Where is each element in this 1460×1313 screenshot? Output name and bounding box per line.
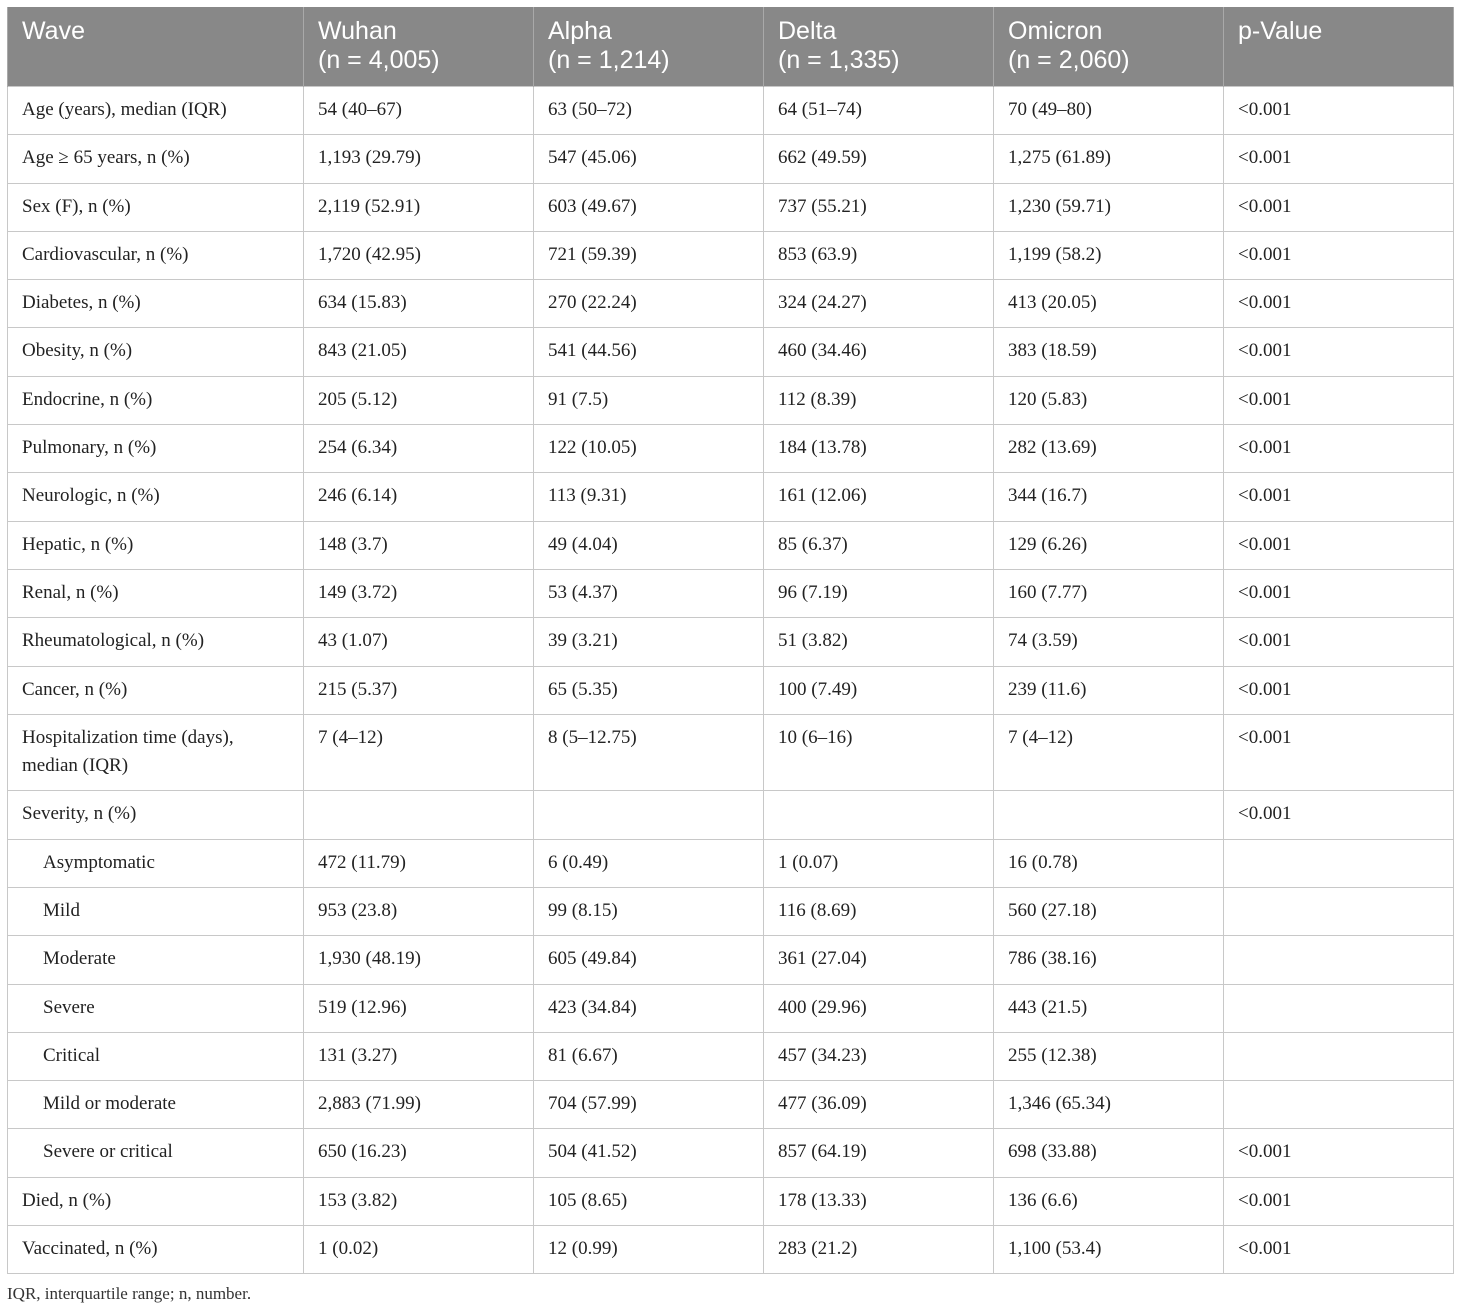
table-row <box>8 1226 1454 1274</box>
cell-omicron: 1,230 (59.71) <box>994 183 1224 231</box>
cell-omicron: 1,275 (61.89) <box>994 135 1224 183</box>
cell-p-value: <0.001 <box>1224 135 1454 183</box>
cell-delta: 51 (3.82) <box>764 618 994 666</box>
row-label: Cancer, n (%) <box>8 666 304 714</box>
table-row <box>8 791 1454 839</box>
cell-wuhan: 1,930 (48.19) <box>304 936 534 984</box>
cell-delta: 283 (21.2) <box>764 1226 994 1274</box>
cell-p-value: <0.001 <box>1224 714 1454 791</box>
cell-wuhan: 519 (12.96) <box>304 984 534 1032</box>
cell-alpha: 99 (8.15) <box>534 887 764 935</box>
cell-wuhan: 215 (5.37) <box>304 666 534 714</box>
cell-wuhan: 7 (4–12) <box>304 714 534 791</box>
cell-p-value <box>1224 1081 1454 1129</box>
cell-wuhan: 43 (1.07) <box>304 618 534 666</box>
cell-wuhan: 205 (5.12) <box>304 376 534 424</box>
cell-p-value <box>1224 839 1454 887</box>
row-label: Hospitalization time (days), median (IQR) <box>8 714 304 791</box>
cell-wuhan: 1 (0.02) <box>304 1226 534 1274</box>
column-header-delta <box>764 7 994 87</box>
row-label: Critical <box>8 1032 304 1080</box>
cell-p-value: <0.001 <box>1224 666 1454 714</box>
cell-omicron: 239 (11.6) <box>994 666 1224 714</box>
cell-omicron: 413 (20.05) <box>994 280 1224 328</box>
column-header-count: (n = 1,214) <box>548 46 670 74</box>
cell-omicron: 443 (21.5) <box>994 984 1224 1032</box>
cell-p-value: <0.001 <box>1224 618 1454 666</box>
column-header-p-value <box>1224 7 1454 87</box>
cell-p-value: <0.001 <box>1224 1226 1454 1274</box>
table-row <box>8 618 1454 666</box>
cell-delta: 457 (34.23) <box>764 1032 994 1080</box>
cell-p-value: <0.001 <box>1224 473 1454 521</box>
cell-delta: 853 (63.9) <box>764 231 994 279</box>
cell-p-value <box>1224 1032 1454 1080</box>
cell-p-value: <0.001 <box>1224 521 1454 569</box>
cell-omicron: 120 (5.83) <box>994 376 1224 424</box>
cell-p-value: <0.001 <box>1224 1177 1454 1225</box>
cell-alpha: 504 (41.52) <box>534 1129 764 1177</box>
row-label: Cardiovascular, n (%) <box>8 231 304 279</box>
cell-omicron: 344 (16.7) <box>994 473 1224 521</box>
column-header-label: Alpha <box>548 17 612 45</box>
cell-delta <box>764 791 994 839</box>
cell-alpha: 541 (44.56) <box>534 328 764 376</box>
cell-delta: 184 (13.78) <box>764 425 994 473</box>
cell-wuhan: 2,119 (52.91) <box>304 183 534 231</box>
column-header-label: Wave <box>22 17 85 45</box>
cell-delta: 361 (27.04) <box>764 936 994 984</box>
cell-alpha: 547 (45.06) <box>534 135 764 183</box>
column-header-count: (n = 1,335) <box>778 46 900 74</box>
column-header-label: Omicron <box>1008 17 1103 45</box>
table-row <box>8 1081 1454 1129</box>
cell-alpha: 49 (4.04) <box>534 521 764 569</box>
cell-wuhan: 1,193 (29.79) <box>304 135 534 183</box>
row-label: Neurologic, n (%) <box>8 473 304 521</box>
cell-omicron: 70 (49–80) <box>994 87 1224 135</box>
cell-delta: 85 (6.37) <box>764 521 994 569</box>
table-row <box>8 328 1454 376</box>
table-row <box>8 183 1454 231</box>
column-header-count: (n = 4,005) <box>318 46 440 74</box>
cell-delta: 477 (36.09) <box>764 1081 994 1129</box>
cell-delta: 10 (6–16) <box>764 714 994 791</box>
column-header-label: p-Value <box>1238 17 1323 45</box>
cell-alpha: 39 (3.21) <box>534 618 764 666</box>
row-label: Severity, n (%) <box>8 791 304 839</box>
row-label: Sex (F), n (%) <box>8 183 304 231</box>
table-row <box>8 473 1454 521</box>
cell-alpha: 81 (6.67) <box>534 1032 764 1080</box>
cell-alpha: 105 (8.65) <box>534 1177 764 1225</box>
table-row <box>8 87 1454 135</box>
cell-omicron: 136 (6.6) <box>994 1177 1224 1225</box>
cell-wuhan: 472 (11.79) <box>304 839 534 887</box>
cell-delta: 161 (12.06) <box>764 473 994 521</box>
row-label: Severe or critical <box>8 1129 304 1177</box>
row-label: Pulmonary, n (%) <box>8 425 304 473</box>
cell-p-value: <0.001 <box>1224 376 1454 424</box>
cell-alpha: 65 (5.35) <box>534 666 764 714</box>
cell-p-value: <0.001 <box>1224 183 1454 231</box>
table-container <box>7 7 1453 1274</box>
cell-wuhan: 246 (6.14) <box>304 473 534 521</box>
cell-alpha: 63 (50–72) <box>534 87 764 135</box>
cell-omicron: 16 (0.78) <box>994 839 1224 887</box>
row-label: Age (years), median (IQR) <box>8 87 304 135</box>
cell-p-value: <0.001 <box>1224 231 1454 279</box>
cell-omicron: 1,346 (65.34) <box>994 1081 1224 1129</box>
cell-p-value <box>1224 887 1454 935</box>
table-row <box>8 425 1454 473</box>
cell-alpha: 603 (49.67) <box>534 183 764 231</box>
cell-omicron: 255 (12.38) <box>994 1032 1224 1080</box>
cell-wuhan: 153 (3.82) <box>304 1177 534 1225</box>
cell-alpha <box>534 791 764 839</box>
row-label: Vaccinated, n (%) <box>8 1226 304 1274</box>
table-row <box>8 666 1454 714</box>
row-label: Died, n (%) <box>8 1177 304 1225</box>
cell-delta: 662 (49.59) <box>764 135 994 183</box>
cell-p-value: <0.001 <box>1224 425 1454 473</box>
row-label: Rheumatological, n (%) <box>8 618 304 666</box>
cell-p-value: <0.001 <box>1224 87 1454 135</box>
row-label: Endocrine, n (%) <box>8 376 304 424</box>
cell-p-value: <0.001 <box>1224 328 1454 376</box>
cell-delta: 324 (24.27) <box>764 280 994 328</box>
cell-wuhan <box>304 791 534 839</box>
cell-alpha: 423 (34.84) <box>534 984 764 1032</box>
cell-wuhan: 54 (40–67) <box>304 87 534 135</box>
cell-delta: 100 (7.49) <box>764 666 994 714</box>
cell-omicron: 129 (6.26) <box>994 521 1224 569</box>
cell-wuhan: 953 (23.8) <box>304 887 534 935</box>
cell-wuhan: 634 (15.83) <box>304 280 534 328</box>
cell-delta: 460 (34.46) <box>764 328 994 376</box>
cell-p-value: <0.001 <box>1224 791 1454 839</box>
column-header-wuhan <box>304 7 534 87</box>
cell-alpha: 12 (0.99) <box>534 1226 764 1274</box>
cell-alpha: 270 (22.24) <box>534 280 764 328</box>
cell-delta: 857 (64.19) <box>764 1129 994 1177</box>
cell-delta: 400 (29.96) <box>764 984 994 1032</box>
row-label: Asymptomatic <box>8 839 304 887</box>
cell-omicron: 7 (4–12) <box>994 714 1224 791</box>
row-label: Hepatic, n (%) <box>8 521 304 569</box>
cell-alpha: 721 (59.39) <box>534 231 764 279</box>
table-row <box>8 714 1454 791</box>
table-row <box>8 521 1454 569</box>
cell-wuhan: 148 (3.7) <box>304 521 534 569</box>
table-row <box>8 887 1454 935</box>
cell-wuhan: 149 (3.72) <box>304 569 534 617</box>
table-row <box>8 1032 1454 1080</box>
header-row <box>8 7 1454 87</box>
table-row <box>8 231 1454 279</box>
row-label: Mild <box>8 887 304 935</box>
table-row <box>8 280 1454 328</box>
cell-alpha: 8 (5–12.75) <box>534 714 764 791</box>
cell-p-value <box>1224 984 1454 1032</box>
column-header-omicron <box>994 7 1224 87</box>
cell-p-value: <0.001 <box>1224 1129 1454 1177</box>
table-row <box>8 135 1454 183</box>
cell-wuhan: 2,883 (71.99) <box>304 1081 534 1129</box>
cell-delta: 116 (8.69) <box>764 887 994 935</box>
cell-delta: 1 (0.07) <box>764 839 994 887</box>
table-row <box>8 569 1454 617</box>
cell-omicron: 786 (38.16) <box>994 936 1224 984</box>
column-header-alpha <box>534 7 764 87</box>
row-label: Age ≥ 65 years, n (%) <box>8 135 304 183</box>
cell-delta: 64 (51–74) <box>764 87 994 135</box>
cell-wuhan: 650 (16.23) <box>304 1129 534 1177</box>
cell-alpha: 53 (4.37) <box>534 569 764 617</box>
row-label: Severe <box>8 984 304 1032</box>
cell-omicron: 560 (27.18) <box>994 887 1224 935</box>
table-row <box>8 984 1454 1032</box>
cell-delta: 112 (8.39) <box>764 376 994 424</box>
cell-delta: 178 (13.33) <box>764 1177 994 1225</box>
column-header-label: Delta <box>778 17 837 45</box>
row-label: Moderate <box>8 936 304 984</box>
cell-alpha: 113 (9.31) <box>534 473 764 521</box>
cell-p-value: <0.001 <box>1224 280 1454 328</box>
data-table <box>7 7 1454 1274</box>
column-header-wave <box>8 7 304 87</box>
table-row <box>8 839 1454 887</box>
cell-p-value: <0.001 <box>1224 569 1454 617</box>
cell-alpha: 91 (7.5) <box>534 376 764 424</box>
cell-delta: 96 (7.19) <box>764 569 994 617</box>
cell-omicron: 1,100 (53.4) <box>994 1226 1224 1274</box>
table-row <box>8 1129 1454 1177</box>
cell-wuhan: 131 (3.27) <box>304 1032 534 1080</box>
table-row <box>8 376 1454 424</box>
cell-delta: 737 (55.21) <box>764 183 994 231</box>
row-label: Obesity, n (%) <box>8 328 304 376</box>
cell-omicron: 160 (7.77) <box>994 569 1224 617</box>
table-row <box>8 936 1454 984</box>
cell-wuhan: 254 (6.34) <box>304 425 534 473</box>
cell-alpha: 122 (10.05) <box>534 425 764 473</box>
row-label: Renal, n (%) <box>8 569 304 617</box>
table-header <box>8 7 1454 87</box>
cell-p-value <box>1224 936 1454 984</box>
column-header-label: Wuhan <box>318 17 397 45</box>
cell-omicron: 383 (18.59) <box>994 328 1224 376</box>
cell-omicron: 1,199 (58.2) <box>994 231 1224 279</box>
row-label: Mild or moderate <box>8 1081 304 1129</box>
cell-wuhan: 1,720 (42.95) <box>304 231 534 279</box>
cell-alpha: 704 (57.99) <box>534 1081 764 1129</box>
column-header-count: (n = 2,060) <box>1008 46 1130 74</box>
cell-alpha: 6 (0.49) <box>534 839 764 887</box>
row-label: Diabetes, n (%) <box>8 280 304 328</box>
table-body <box>8 87 1454 1274</box>
cell-wuhan: 843 (21.05) <box>304 328 534 376</box>
cell-omicron: 282 (13.69) <box>994 425 1224 473</box>
cell-alpha: 605 (49.84) <box>534 936 764 984</box>
table-footnote: IQR, interquartile range; n, number. <box>7 1284 252 1303</box>
cell-omicron: 698 (33.88) <box>994 1129 1224 1177</box>
cell-omicron: 74 (3.59) <box>994 618 1224 666</box>
table-row <box>8 1177 1454 1225</box>
cell-omicron <box>994 791 1224 839</box>
